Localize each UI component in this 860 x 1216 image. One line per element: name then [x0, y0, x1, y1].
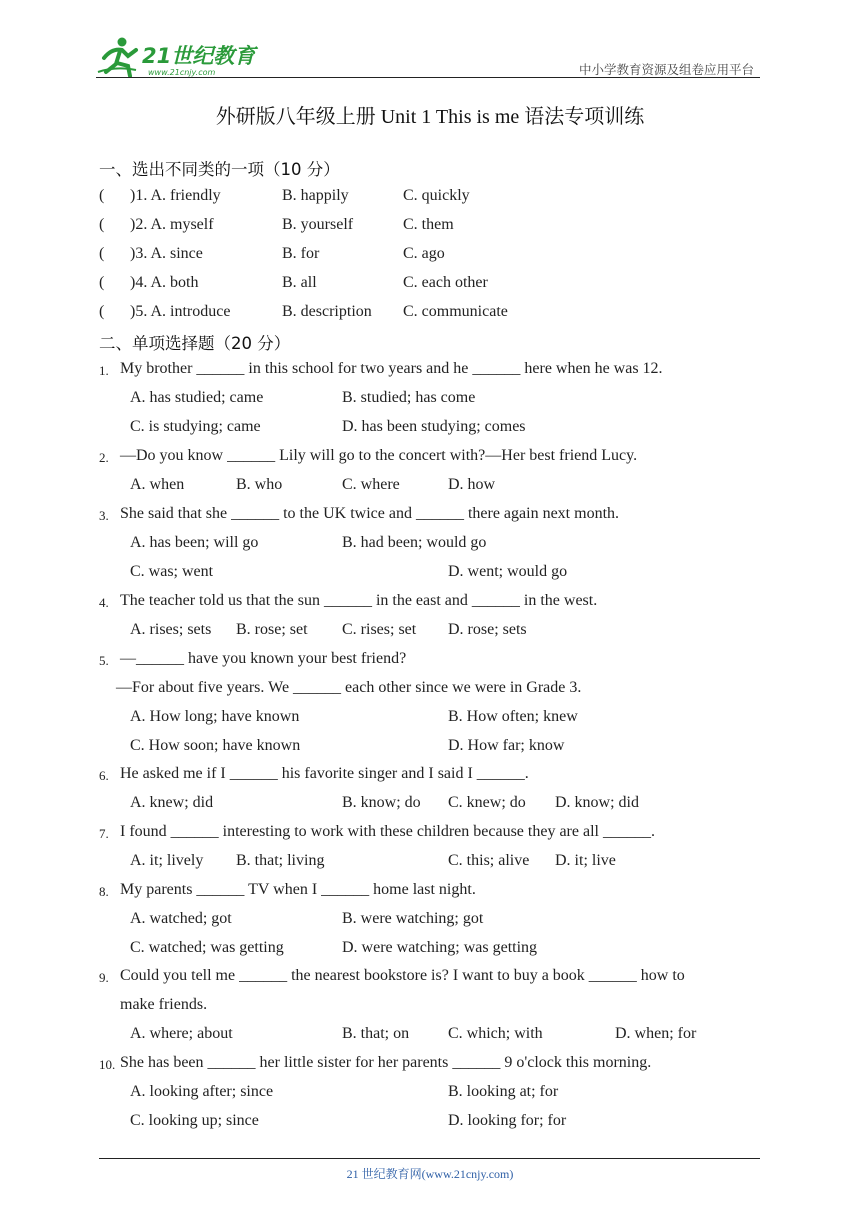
q1-option-c: C. is studying; came: [130, 418, 261, 435]
q5-option-c: C. How soon; have known: [130, 737, 301, 754]
platform-label: 中小学教育资源及组卷应用平台: [578, 62, 754, 77]
logo-text: 21世纪教育: [142, 44, 256, 68]
footer-link[interactable]: 21 世纪教育网(www.21cnjy.com): [346, 1167, 514, 1181]
footer-divider: [99, 1158, 760, 1159]
s1-item-4-a: )4. A. both: [130, 274, 199, 291]
s1-item-5-a: )5. A. introduce: [130, 303, 231, 320]
q3-stem: She said that she ______ to the UK twice and ______ there again next month.: [120, 505, 620, 522]
q7-stem: I found ______ interesting to work with these children because they are all ______.: [120, 823, 655, 840]
q2-option-a: A. when: [130, 476, 185, 493]
q2-option-b: B. who: [236, 476, 283, 493]
s1-bracket-3: (: [99, 245, 105, 262]
q6-number: 6.: [99, 768, 109, 783]
q4-number: 4.: [99, 595, 109, 610]
q4-option-c: C. rises; set: [342, 621, 417, 638]
logo-subtext: www.21cnjy.com: [148, 68, 216, 77]
q9-option-c: C. which; with: [448, 1025, 543, 1042]
site-logo: [96, 36, 266, 78]
q5-stem-2: —For about five years. We ______ each other since we were in Grade 3.: [116, 679, 582, 696]
s1-item-3-b: B. for: [282, 245, 320, 262]
q9-option-a: A. where; about: [130, 1025, 233, 1042]
s1-item-3-c: C. ago: [403, 245, 445, 262]
q3-option-d: D. went; would go: [448, 563, 568, 580]
s1-item-3-a: )3. A. since: [130, 245, 203, 262]
q6-option-a: A. knew; did: [130, 794, 214, 811]
q7-number: 7.: [99, 826, 109, 841]
section1-heading: 一、选出不同类的一项（10 分）: [99, 160, 340, 179]
s1-item-4-c: C. each other: [403, 274, 488, 291]
q7-option-a: A. it; lively: [130, 852, 204, 869]
q1-option-d: D. has been studying; comes: [342, 418, 526, 435]
q8-option-a: A. watched; got: [130, 910, 232, 927]
section2-heading: 二、单项选择题（20 分）: [99, 334, 291, 353]
q3-option-a: A. has been; will go: [130, 534, 259, 551]
q7-option-d: D. it; live: [555, 852, 616, 869]
q5-number: 5.: [99, 653, 109, 668]
s1-item-4-b: B. all: [282, 274, 317, 291]
q1-stem: My brother ______ in this school for two years and he ______ here when he was 12.: [120, 360, 663, 377]
q9-option-b: B. that; on: [342, 1025, 410, 1042]
q9-option-d: D. when; for: [615, 1025, 697, 1042]
q4-option-b: B. rose; set: [236, 621, 308, 638]
q10-option-b: B. looking at; for: [448, 1083, 559, 1100]
q5-option-d: D. How far; know: [448, 737, 565, 754]
s1-item-1-a: )1. A. friendly: [130, 187, 221, 204]
s1-item-2-c: C. them: [403, 216, 454, 233]
q10-option-c: C. looking up; since: [130, 1112, 259, 1129]
s1-bracket-1: (: [99, 187, 105, 204]
s1-item-1-b: B. happily: [282, 187, 349, 204]
q6-stem: He asked me if I ______ his favorite singer and I said I ______.: [120, 765, 529, 782]
q7-option-b: B. that; living: [236, 852, 325, 869]
s1-item-2-b: B. yourself: [282, 216, 354, 233]
q10-stem: She has been ______ her little sister for her parents ______ 9 o'clock this morning.: [120, 1054, 652, 1071]
q7-option-c: C. this; alive: [448, 852, 530, 869]
page-title: 外研版八年级上册 Unit 1 This is me 语法专项训练: [215, 106, 645, 128]
q5-stem: —______ have you known your best friend?: [120, 650, 407, 667]
s1-item-1-c: C. quickly: [403, 187, 470, 204]
q4-option-d: D. rose; sets: [448, 621, 527, 638]
q1-option-a: A. has studied; came: [130, 389, 264, 406]
q10-option-a: A. looking after; since: [130, 1083, 274, 1100]
q2-number: 2.: [99, 450, 109, 465]
q2-option-c: C. where: [342, 476, 400, 493]
q6-option-c: C. knew; do: [448, 794, 526, 811]
q1-option-b: B. studied; has come: [342, 389, 476, 406]
q3-option-c: C. was; went: [130, 563, 214, 580]
q8-option-c: C. watched; was getting: [130, 939, 284, 956]
q9-number: 9.: [99, 970, 109, 985]
q3-option-b: B. had been; would go: [342, 534, 487, 551]
q10-number: 10.: [99, 1057, 116, 1072]
q2-stem: —Do you know ______ Lily will go to the concert with?—Her best friend Lucy.: [120, 447, 638, 464]
s1-item-5-c: C. communicate: [403, 303, 508, 320]
q1-number: 1.: [99, 363, 109, 378]
s1-bracket-4: (: [99, 274, 105, 291]
q5-option-a: A. How long; have known: [130, 708, 300, 725]
q2-option-d: D. how: [448, 476, 496, 493]
q6-option-d: D. know; did: [555, 794, 639, 811]
q8-stem: My parents ______ TV when I ______ home last night.: [120, 881, 476, 898]
q4-stem: The teacher told us that the sun ______ in the east and ______ in the west.: [120, 592, 598, 609]
q8-option-d: D. were watching; was getting: [342, 939, 538, 956]
q8-option-b: B. were watching; got: [342, 910, 484, 927]
s1-item-2-a: )2. A. myself: [130, 216, 214, 233]
s1-bracket-2: (: [99, 216, 105, 233]
q5-option-b: B. How often; knew: [448, 708, 578, 725]
q10-option-d: D. looking for; for: [448, 1112, 567, 1129]
q8-number: 8.: [99, 884, 109, 899]
header-divider: [96, 77, 760, 78]
q6-option-b: B. know; do: [342, 794, 421, 811]
s1-bracket-5: (: [99, 303, 105, 320]
q4-option-a: A. rises; sets: [130, 621, 212, 638]
s1-item-5-b: B. description: [282, 303, 372, 320]
q3-number: 3.: [99, 508, 109, 523]
q9-stem: Could you tell me ______ the nearest bookstore is? I want to buy a book ______ how to: [120, 967, 685, 984]
q9-stem-2: make friends.: [120, 996, 208, 1013]
